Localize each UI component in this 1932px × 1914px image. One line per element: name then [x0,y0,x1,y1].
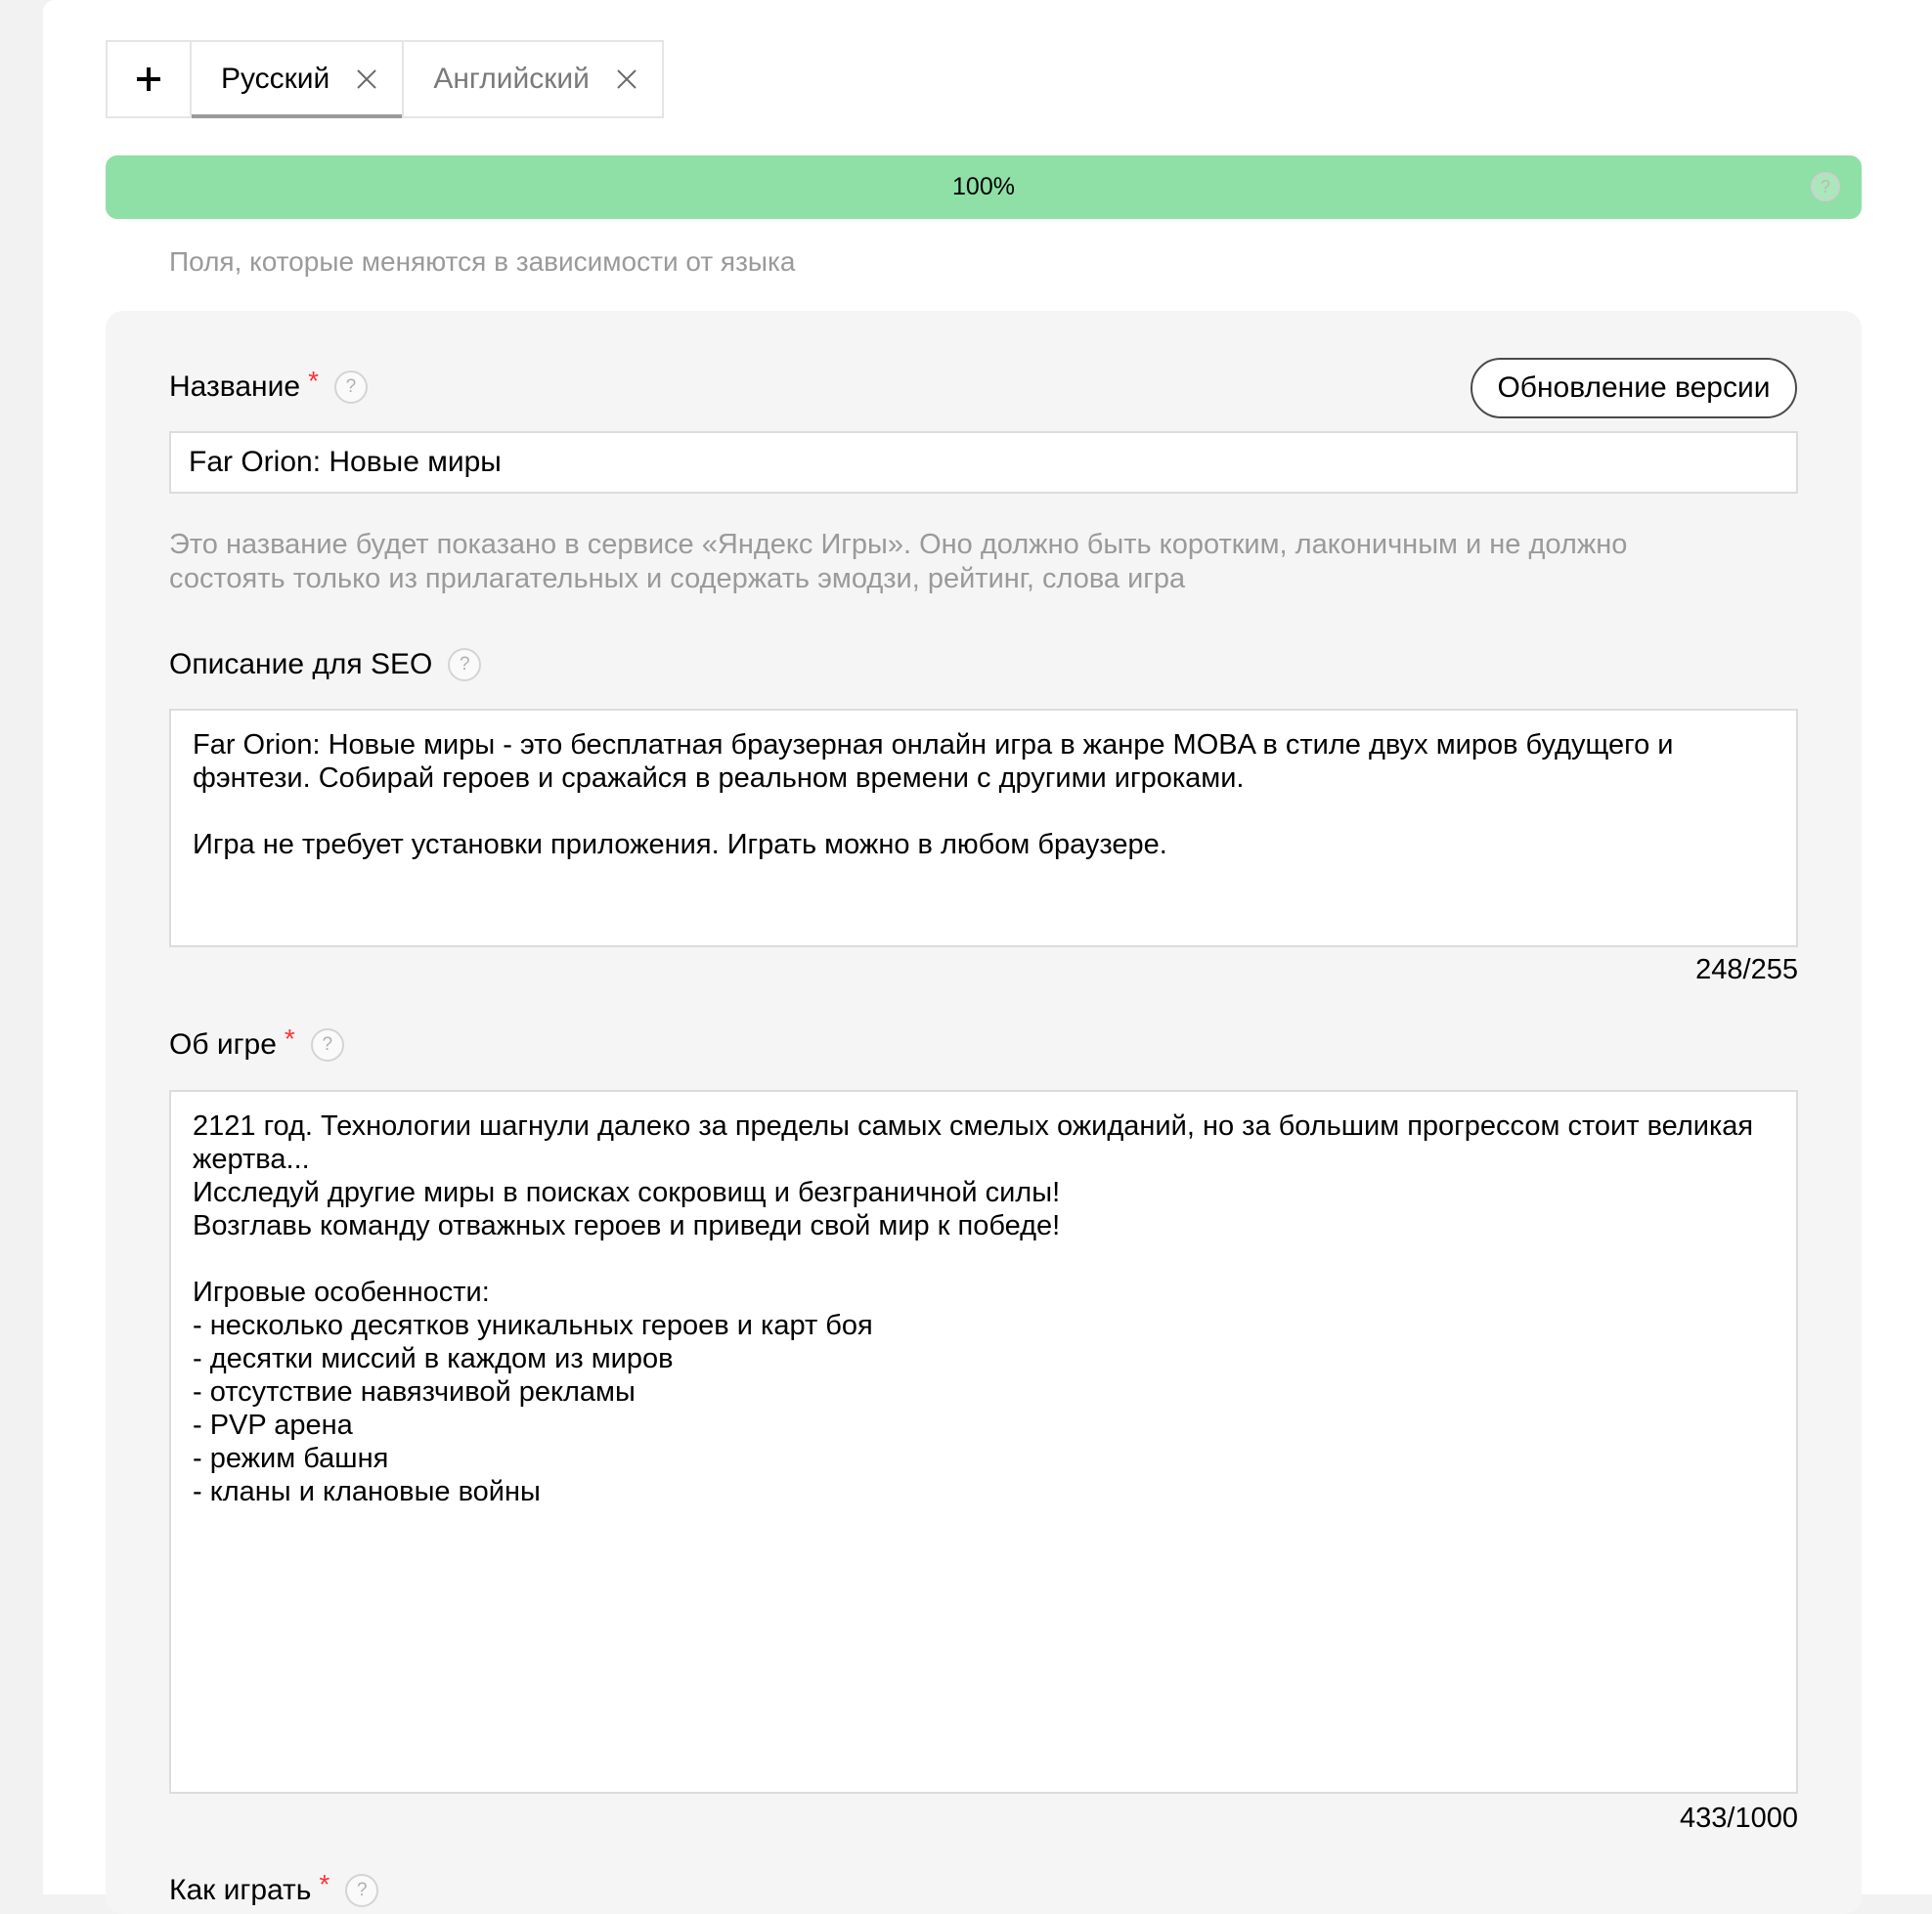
help-icon[interactable]: ? [345,1874,378,1907]
add-language-button[interactable] [108,42,192,116]
plus-icon [135,65,162,93]
help-icon[interactable]: ? [334,370,368,404]
completion-progress-bar [106,155,1862,219]
tab-english[interactable] [404,42,662,116]
tab-label: Английский [433,63,590,95]
language-tabs [106,40,664,118]
section-caption: Поля, которые меняются в зависимости от языка [169,246,796,277]
close-icon[interactable] [615,67,638,91]
help-icon[interactable]: ? [448,648,481,681]
required-marker: * [284,1023,295,1054]
seo-field-label [169,643,481,686]
title-field-label [169,366,368,409]
field-label-text: Об игре [169,1028,277,1061]
seo-description-textarea[interactable] [169,709,1798,947]
update-version-button[interactable]: Обновление версии [1471,358,1797,418]
about-char-counter: 433/1000 [1680,1803,1798,1834]
field-label-text: Как играть [169,1874,312,1906]
tab-label: Русский [221,63,330,95]
field-label-text: Название [169,370,301,403]
about-game-textarea[interactable] [169,1090,1798,1794]
help-icon[interactable]: ? [311,1028,344,1062]
close-icon[interactable] [355,67,378,91]
title-input[interactable] [169,431,1798,494]
howto-field-label [169,1869,378,1912]
field-label-text: Описание для SEO [169,648,433,680]
tab-russian[interactable] [192,42,404,116]
seo-char-counter: 248/255 [1695,954,1798,985]
required-marker: * [308,366,319,396]
about-field-label [169,1023,344,1066]
required-marker: * [319,1869,330,1899]
title-hint: Это название будет показано в сервисе «Яндекс Игры». Оно должно быть коротким, лаконичным и не должно состоять только из прилагательных и содержать эмодзи, рейтинг, слова игра [169,529,1628,594]
help-icon[interactable]: ? [1811,172,1840,201]
progress-label: 100% [952,173,1015,200]
